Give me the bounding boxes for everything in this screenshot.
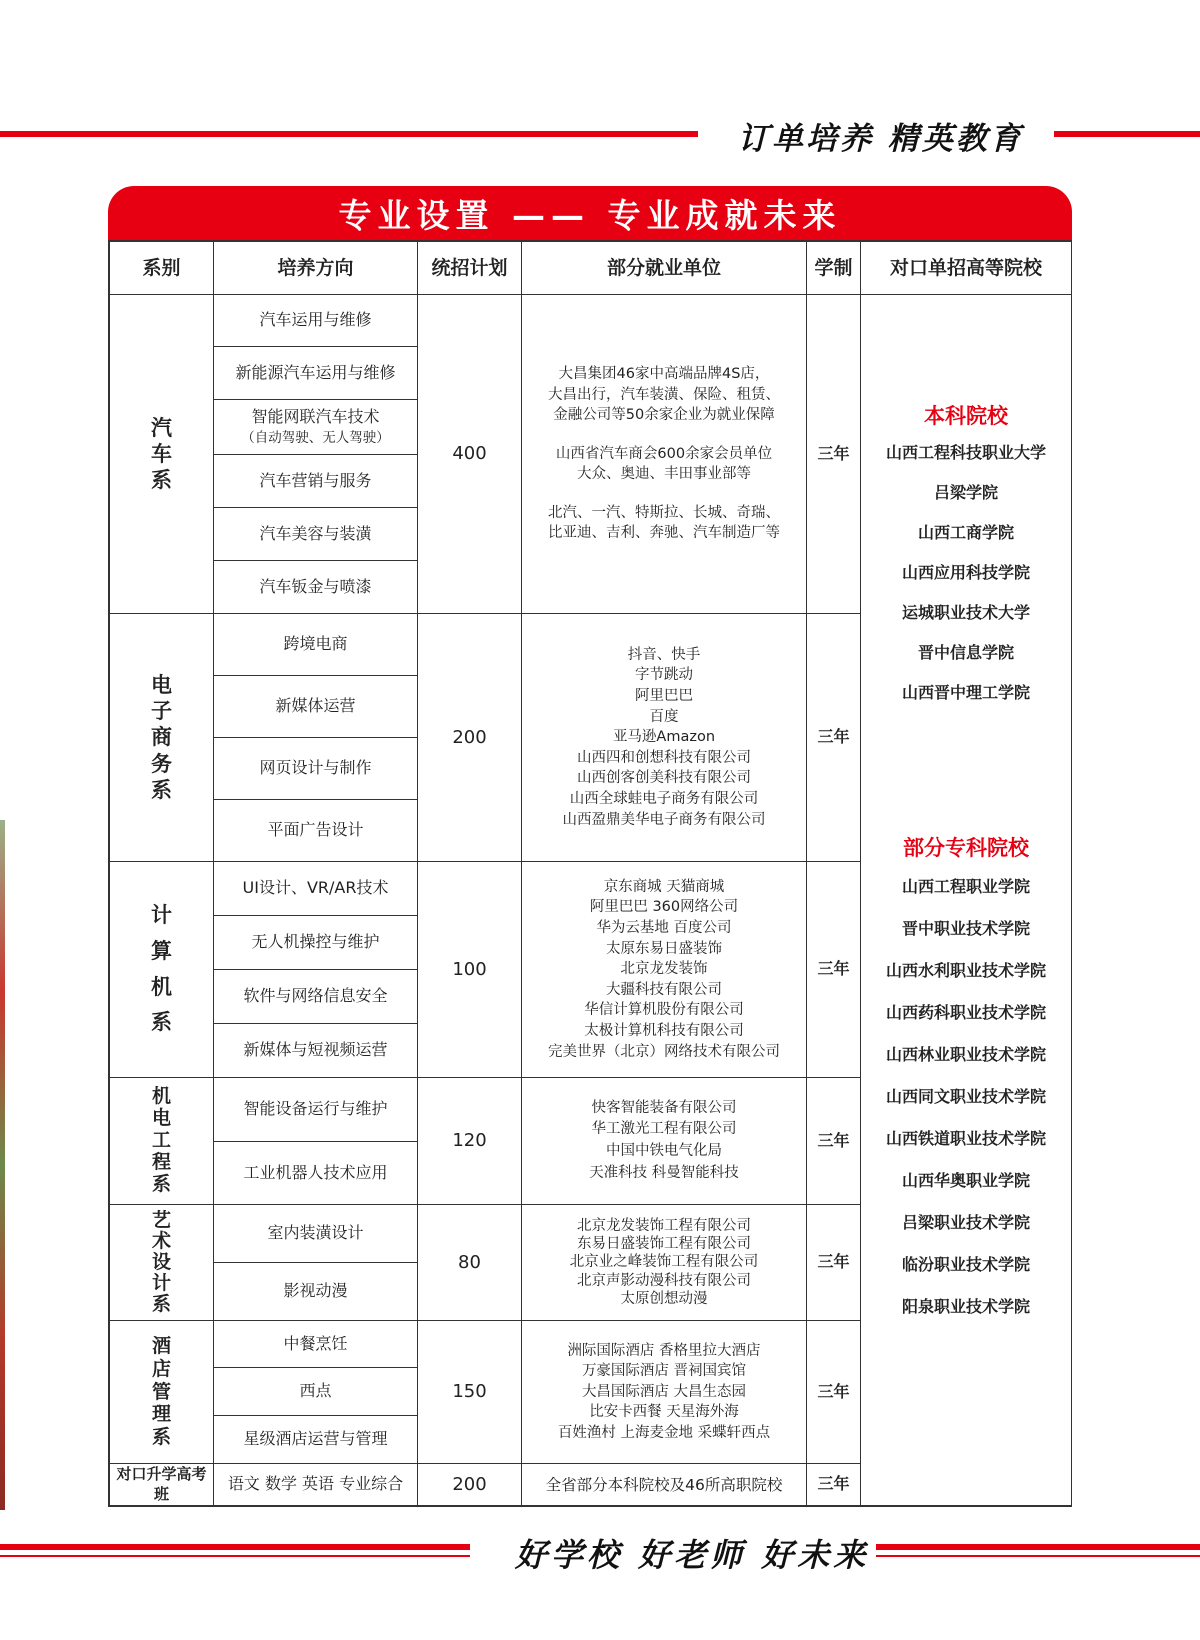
college-item: 山西林业职业技术学院 <box>885 1045 1046 1064</box>
dept-art: 艺 术 设 计 系 <box>110 1205 214 1321</box>
bottom-right-rule-thick <box>876 1544 1200 1550</box>
dept-exam-class: 对口升学高考班 <box>110 1464 214 1506</box>
employers-cell: 北京龙发装饰工程有限公司 东易日盛装饰工程有限公司 北京业之峰装饰工程有限公司 北京声影动漫科技有限公司 太原创想动漫 <box>522 1205 807 1321</box>
college-item: 山西应用科技学院 <box>901 563 1030 582</box>
dept-ecommerce: 电 子 商 务 系 <box>110 614 214 862</box>
direction-cell: 平面广告设计 <box>214 800 418 862</box>
college-item: 晋中职业技术学院 <box>901 919 1030 938</box>
header-dept: 系别 <box>110 242 214 295</box>
college-item: 山西工程职业学院 <box>901 877 1030 896</box>
direction-cell: 影视动漫 <box>214 1263 418 1321</box>
side-photo-strip <box>0 820 5 1510</box>
plan-cell: 200 <box>418 614 522 862</box>
duration-cell: 三年 <box>807 1078 861 1205</box>
direction-cell: 智能网联汽车技术 （自动驾驶、无人驾驶） <box>214 400 418 455</box>
section-banner <box>108 186 1072 240</box>
header-employers: 部分就业单位 <box>522 242 807 295</box>
college-item: 阳泉职业技术学院 <box>901 1297 1030 1316</box>
employers-cell: 大昌集团46家中高端品牌4S店， 大昌出行，汽车装潢、保险、租赁、 金融公司等50余家企业为就业保障 山西省汽车商会600余家会员单位 大众、奥迪、丰田事业部等 北汽、一汽、特斯拉、长城、奇瑞、 比亚迪、吉利、奔驰、汽车制造厂等 <box>522 295 807 614</box>
college-item: 山西工商学院 <box>917 523 1014 542</box>
direction-cell: 中餐烹饪 <box>214 1321 418 1368</box>
direction-cell: 星级酒店运营与管理 <box>214 1416 418 1464</box>
plan-cell: 100 <box>418 862 522 1078</box>
college-item: 山西同文职业技术学院 <box>885 1087 1046 1106</box>
college-item: 山西铁道职业技术学院 <box>885 1129 1046 1148</box>
vocational-title: 部分专科院校 <box>903 836 1029 860</box>
direction-cell: 汽车运用与维修 <box>214 295 418 347</box>
direction-cell: 软件与网络信息安全 <box>214 970 418 1024</box>
bottom-right-rule-thin <box>876 1555 1200 1557</box>
duration-cell: 三年 <box>807 295 861 614</box>
direction-cell: 新能源汽车运用与维修 <box>214 347 418 400</box>
direction-cell: 语文 数学 英语 专业综合 <box>214 1464 418 1506</box>
college-item: 山西药科职业技术学院 <box>885 1003 1046 1022</box>
plan-cell: 400 <box>418 295 522 614</box>
college-item: 山西晋中理工学院 <box>901 683 1030 702</box>
duration-cell: 三年 <box>807 614 861 862</box>
college-item: 山西水利职业技术学院 <box>885 961 1046 980</box>
direction-cell: 汽车美容与装潢 <box>214 508 418 561</box>
bottom-left-rule-thick <box>0 1544 470 1550</box>
direction-cell: 新媒体与短视频运营 <box>214 1024 418 1078</box>
footer-slogan: 好学校 好老师 好未来 <box>515 1536 870 1574</box>
top-left-rule <box>0 131 698 137</box>
dept-mechatronics: 机 电 工 程 系 <box>110 1078 214 1205</box>
plan-cell: 200 <box>418 1464 522 1506</box>
plan-cell: 150 <box>418 1321 522 1464</box>
direction-cell: 汽车钣金与喷漆 <box>214 561 418 614</box>
bachelor-title: 本科院校 <box>924 404 1008 428</box>
college-item: 晋中信息学院 <box>917 643 1014 662</box>
college-item: 山西工程科技职业大学 <box>885 443 1046 462</box>
header-plan: 统招计划 <box>418 242 522 295</box>
dept-computer: 计 算 机 系 <box>110 862 214 1078</box>
college-item: 吕梁职业技术学院 <box>901 1213 1030 1232</box>
direction-cell: 西点 <box>214 1368 418 1416</box>
table-row <box>110 295 1072 347</box>
employers-cell: 抖音、快手 字节跳动 阿里巴巴 百度 亚马逊Amazon 山西四和创想科技有限公司 山西创客创美科技有限公司 山西全球蛙电子商务有限公司 山西盈鼎美华电子商务有限公司 <box>522 614 807 862</box>
employers-cell: 快客智能装备有限公司 华工激光工程有限公司 中国中铁电气化局 天准科技 科曼智能科技 <box>522 1078 807 1205</box>
top-right-rule <box>1054 131 1200 137</box>
direction-cell: 无人机操控与维护 <box>214 916 418 970</box>
duration-cell: 三年 <box>807 1464 861 1506</box>
college-item: 运城职业技术大学 <box>901 603 1030 622</box>
direction-cell: 汽车营销与服务 <box>214 455 418 508</box>
duration-cell: 三年 <box>807 1321 861 1464</box>
dept-auto: 汽 车 系 <box>110 295 214 614</box>
header-direction: 培养方向 <box>214 242 418 295</box>
employers-cell: 洲际国际酒店 香格里拉大酒店 万豪国际酒店 晋祠国宾馆 大昌国际酒店 大昌生态园 比安卡西餐 天星海外海 百姓渔村 上海麦金地 采蝶轩西点 <box>522 1321 807 1464</box>
college-item: 山西华奥职业学院 <box>901 1171 1030 1190</box>
plan-cell: 120 <box>418 1078 522 1205</box>
duration-cell: 三年 <box>807 862 861 1078</box>
college-item: 吕梁学院 <box>933 483 998 502</box>
header-duration: 学制 <box>807 242 861 295</box>
employers-cell: 京东商城 天猫商城 阿里巴巴 360网络公司 华为云基地 百度公司 太原东易日盛装饰 北京龙发装饰 大疆科技有限公司 华信计算机股份有限公司 太极计算机科技有限公司 完美世界（北京）网络技术有限公司 <box>522 862 807 1078</box>
direction-cell: 工业机器人技术应用 <box>214 1142 418 1205</box>
header-colleges: 对口单招高等院校 <box>861 242 1072 295</box>
plan-cell: 80 <box>418 1205 522 1321</box>
banner-title: 专业设置 —— 专业成就未来 <box>338 195 842 235</box>
duration-cell: 三年 <box>807 1205 861 1321</box>
employers-cell: 全省部分本科院校及46所高职院校 <box>522 1464 807 1506</box>
header-slogan: 订单培养 精英教育 <box>738 121 1024 157</box>
direction-cell: 网页设计与制作 <box>214 738 418 800</box>
college-item: 临汾职业技术学院 <box>901 1255 1030 1274</box>
colleges-column <box>861 295 1072 1506</box>
table-header-row <box>110 242 1072 295</box>
direction-cell: UI设计、VR/AR技术 <box>214 862 418 916</box>
direction-cell: 智能设备运行与维护 <box>214 1078 418 1142</box>
direction-cell: 跨境电商 <box>214 614 418 676</box>
bottom-left-rule-thin <box>0 1555 470 1557</box>
direction-cell: 室内装潢设计 <box>214 1205 418 1263</box>
majors-table <box>108 240 1072 1507</box>
direction-cell: 新媒体运营 <box>214 676 418 738</box>
dept-hotel: 酒 店 管 理 系 <box>110 1321 214 1464</box>
